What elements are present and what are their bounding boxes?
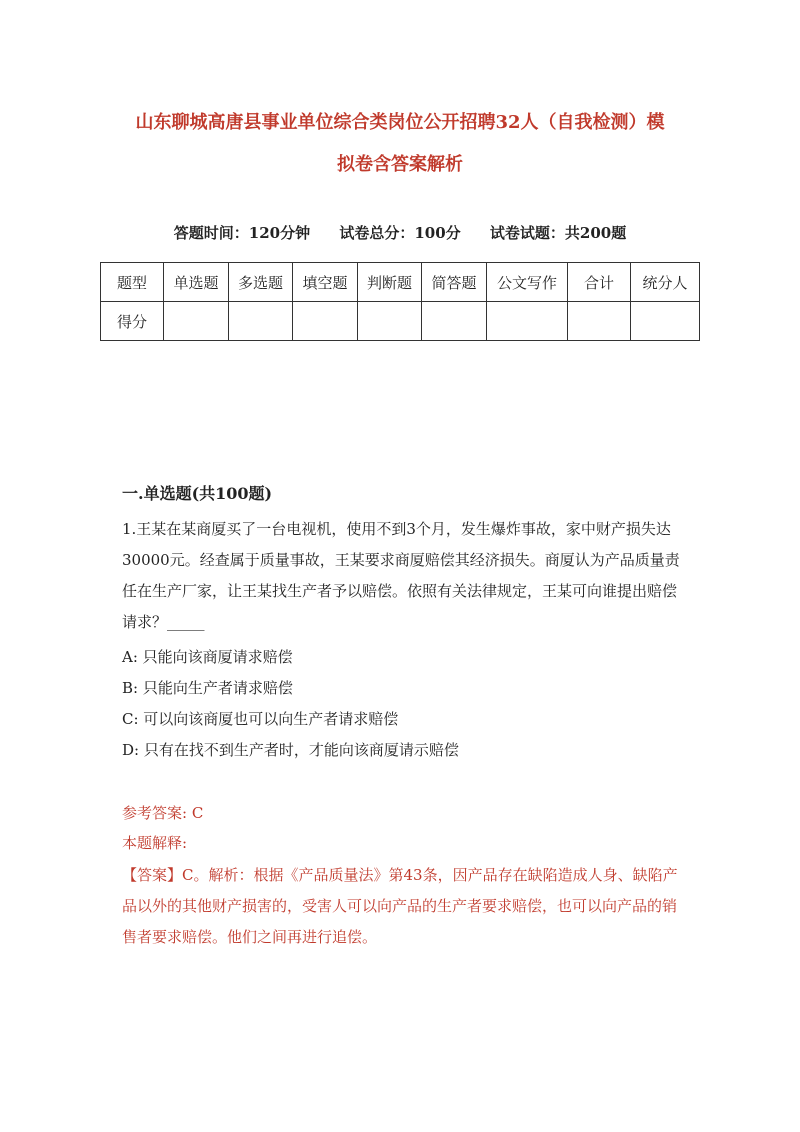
exam-meta [100,222,700,243]
score-header-cell: 简答题 [422,263,487,302]
option-c: C: 可以向该商厦也可以向生产者请求赔偿 [122,710,399,728]
score-row-label: 得分 [101,302,164,341]
option-b: B: 只能向生产者请求赔偿 [122,679,293,697]
score-header-cell: 单选题 [164,263,229,302]
score-header-cell: 多选题 [229,263,293,302]
score-cell [568,302,631,341]
score-header-cell: 统分人 [631,263,700,302]
score-table [100,262,700,341]
score-cell [229,302,293,341]
score-cell [422,302,487,341]
explain-label: 本题解释: [122,834,188,852]
score-header-cell: 公文写作 [487,263,568,302]
score-cell [358,302,422,341]
score-header-cell: 填空题 [293,263,358,302]
doc-title-line1: 山东聊城高唐县事业单位综合类岗位公开招聘32人（自我检测）模 [135,112,665,133]
score-header-cell: 题型 [101,263,164,302]
score-table-header-row [101,263,700,302]
answer-label: 参考答案: C [122,804,204,822]
doc-title-line2: 拟卷含答案解析 [337,154,463,175]
exam-total: 试卷总分：100分 [339,224,461,242]
option-d: D: 只有在找不到生产者时，才能向该商厦请示赔偿 [122,741,459,759]
section-title: 一.单选题(共100题) [122,484,273,503]
option-a: A: 只能向该商厦请求赔偿 [122,648,293,666]
score-header-cell: 合计 [568,263,631,302]
exam-time: 答题时间：120分钟 [173,224,311,242]
answer-explanation: 【答案】C。解析：根据《产品质量法》第43条，因产品存在缺陷造成人身、缺陷产品以外的其他财产损害的，受害人可以向产品的生产者要求赔偿，也可以向产品的销售者要求赔偿。他们之间再进行追偿。 [122,866,678,946]
score-table-score-row [101,302,700,341]
score-cell [487,302,568,341]
exam-count: 试卷试题：共200题 [489,224,627,242]
score-cell [631,302,700,341]
score-cell [164,302,229,341]
question-text: 1.王某在某商厦买了一台电视机，使用不到3个月，发生爆炸事故，家中财产损失达30000元。经查属于质量事故，王某要求商厦赔偿其经济损失。商厦认为产品质量责任在生产厂家，让王某找生产者予以赔偿。依照有关法律规定，王某可向谁提出赔偿请求？_____ [122,520,680,631]
score-cell [293,302,358,341]
score-header-cell: 判断题 [358,263,422,302]
